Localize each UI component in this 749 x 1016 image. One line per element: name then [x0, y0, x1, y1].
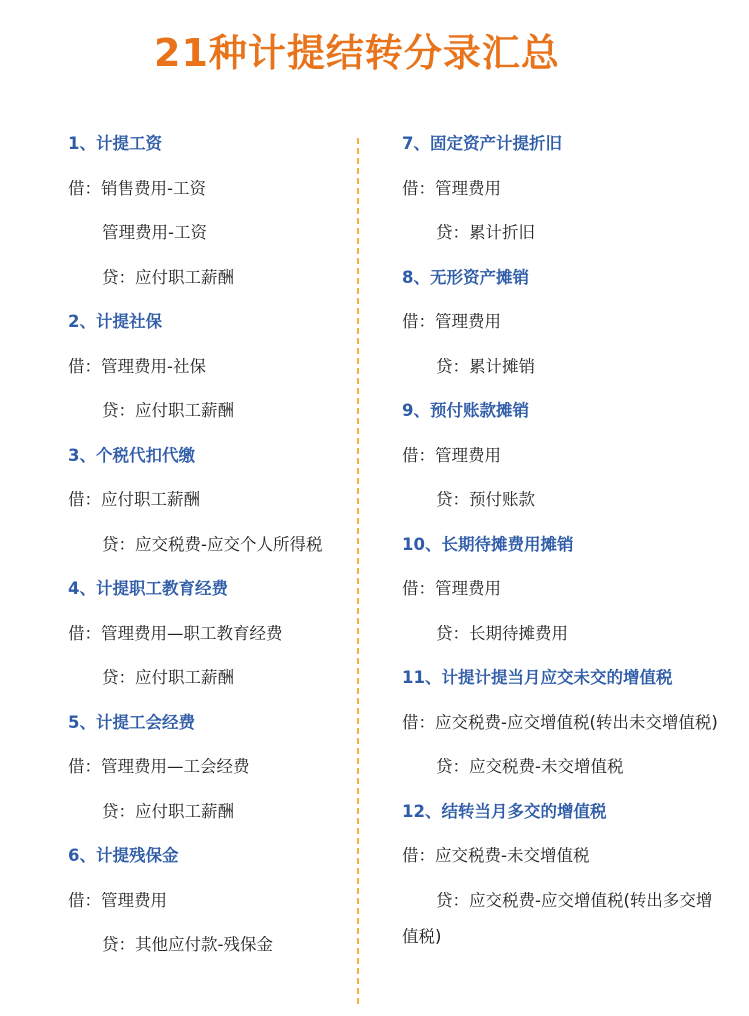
entry-heading: 1、计提工资: [68, 134, 162, 153]
entry-heading: 12、结转当月多交的增值税: [402, 801, 607, 821]
debit-line: 借：管理费用: [402, 312, 501, 331]
entry-9: [402, 395, 742, 529]
credit-line: 贷：应付职工薪酬: [102, 668, 234, 687]
debit-line: 借：管理费用—职工教育经费: [68, 623, 283, 643]
credit-line: 贷：应交税费-未交增值税: [436, 757, 624, 776]
debit-line: 借：管理费用: [402, 445, 501, 465]
entry-5: [68, 707, 348, 841]
entry-heading: 11、计提计提当月应交未交的增值税: [402, 668, 673, 687]
right-column: [402, 128, 742, 961]
entry-11: [402, 662, 742, 796]
entry-heading: 7、固定资产计提折旧: [402, 134, 562, 153]
entry-2: [68, 306, 348, 440]
entry-3: [68, 440, 348, 574]
debit-line: 借：管理费用—工会经费: [68, 757, 250, 776]
entry-4: [68, 573, 348, 707]
debit-line: 借：应付职工薪酬: [68, 490, 200, 509]
entry-12: [402, 796, 742, 961]
debit-line: 借：应交税费-未交增值税: [402, 846, 590, 865]
credit-line: 贷：应交税费-应交个人所得税: [102, 534, 323, 554]
entry-1: [68, 128, 348, 306]
column-divider: [357, 138, 359, 1004]
credit-line: 贷：累计摊销: [436, 356, 535, 376]
debit-line: 借：管理费用-社保: [68, 356, 206, 376]
entry-heading: 2、计提社保: [68, 312, 162, 331]
entry-7: [402, 128, 742, 262]
entry-6: [68, 840, 348, 974]
entry-10: [402, 529, 742, 663]
credit-line: 贷：长期待摊费用: [436, 623, 568, 643]
credit-line: 贷：其他应付款-残保金: [102, 935, 273, 954]
entry-heading: 9、预付账款摊销: [402, 401, 529, 420]
entry-heading: 5、计提工会经费: [68, 712, 195, 732]
credit-line: 贷：预付账款: [436, 490, 535, 509]
debit-line: 借：销售费用-工资: [68, 178, 206, 198]
credit-line: 贷：应交税费-应交增值税(转出多交增: [436, 890, 713, 910]
entry-heading: 4、计提职工教育经费: [68, 579, 228, 598]
credit-line: 贷：应付职工薪酬: [102, 267, 234, 287]
credit-line: 贷：应付职工薪酬: [102, 401, 234, 420]
credit-line: 贷：累计折旧: [436, 223, 535, 242]
entry-heading: 8、无形资产摊销: [402, 267, 529, 287]
left-column: [68, 128, 348, 974]
credit-line: 贷：应付职工薪酬: [102, 801, 234, 821]
page-title: 21种计提结转分录汇总: [154, 31, 560, 75]
entry-heading: 3、个税代扣代缴: [68, 445, 195, 465]
debit-line: 借：管理费用: [402, 579, 501, 598]
entry-8: [402, 262, 742, 396]
credit-line-continued: 值税): [402, 926, 442, 946]
debit-line: 管理费用-工资: [102, 223, 207, 242]
debit-line: 借：应交税费-应交增值税(转出未交增值税): [402, 712, 718, 732]
debit-line: 借：管理费用: [68, 890, 167, 910]
entry-heading: 10、长期待摊费用摊销: [402, 534, 574, 554]
debit-line: 借：管理费用: [402, 178, 501, 198]
entry-heading: 6、计提残保金: [68, 846, 179, 865]
